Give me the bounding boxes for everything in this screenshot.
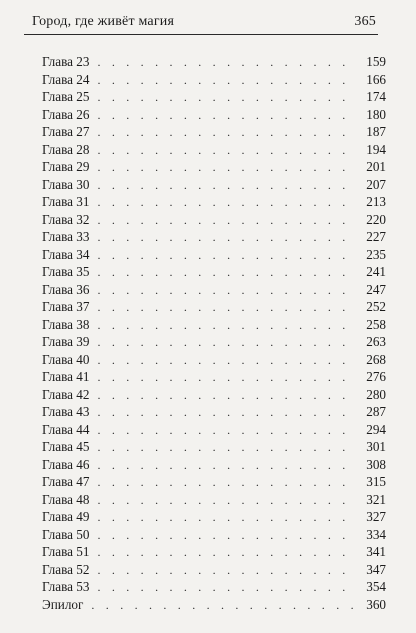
toc-entry-label: Глава 38 — [42, 316, 90, 332]
running-title: Город, где живёт магия — [32, 14, 175, 29]
dot-leader — [97, 439, 356, 457]
toc-entry-page: 194 — [366, 141, 386, 157]
dot-leader — [97, 334, 356, 352]
toc-entry — [42, 71, 386, 89]
toc-entry-label: Глава 46 — [42, 456, 90, 472]
dot-leader — [97, 509, 356, 527]
toc-entry — [42, 53, 386, 71]
dot-leader — [97, 562, 356, 580]
toc-entry-label: Глава 25 — [42, 89, 90, 104]
toc-entry — [42, 211, 386, 229]
toc-entry-label: Глава 27 — [42, 124, 90, 139]
dot-leader — [97, 492, 356, 510]
toc-entry — [42, 438, 386, 456]
toc-entry-label: Глава 31 — [42, 194, 90, 209]
dot-leader — [97, 544, 356, 562]
toc-entry — [42, 596, 386, 614]
toc-entry-page: 280 — [366, 386, 386, 402]
toc-entry-label: Глава 48 — [42, 491, 90, 507]
toc-entry-label: Глава 52 — [42, 561, 90, 577]
dot-leader — [97, 142, 356, 160]
dot-leader — [97, 72, 356, 90]
toc-entry-page: 220 — [366, 211, 386, 227]
toc-entry-page: 327 — [366, 509, 386, 524]
toc-entry-page: 166 — [366, 71, 386, 87]
toc-entry-label: Глава 23 — [42, 54, 90, 69]
dot-leader — [97, 89, 356, 107]
toc-entry-page: 321 — [366, 491, 386, 507]
dot-leader — [97, 159, 356, 177]
toc-entry-label: Эпилог — [42, 596, 84, 612]
toc-entry — [42, 246, 386, 264]
toc-entry — [42, 473, 386, 491]
toc-entry — [42, 351, 386, 369]
toc-entry — [42, 403, 386, 421]
dot-leader — [97, 212, 356, 230]
dot-leader — [97, 264, 356, 282]
dot-leader — [97, 387, 356, 405]
toc-entry-label: Глава 50 — [42, 526, 90, 542]
toc-entry-page: 268 — [366, 351, 386, 367]
toc-entry-page: 187 — [366, 124, 386, 139]
toc-entry — [42, 491, 386, 509]
toc-entry-label: Глава 28 — [42, 141, 90, 157]
dot-leader — [97, 404, 356, 422]
toc-entry-label: Глава 43 — [42, 404, 90, 419]
toc-entry-label: Глава 32 — [42, 211, 90, 227]
toc-entry — [42, 193, 386, 211]
toc-entry — [42, 123, 386, 141]
toc-entry-page: 258 — [366, 316, 386, 332]
dot-leader — [97, 352, 356, 370]
toc-entry-label: Глава 51 — [42, 544, 90, 559]
toc-entry-label: Глава 49 — [42, 509, 90, 524]
toc-entry-label: Глава 42 — [42, 386, 90, 402]
toc-entry-page: 241 — [366, 264, 386, 279]
dot-leader — [97, 282, 356, 300]
toc-entry-label: Глава 53 — [42, 579, 90, 594]
toc-entry — [42, 543, 386, 561]
toc-entry-page: 252 — [366, 299, 386, 314]
toc-entry-label: Глава 40 — [42, 351, 90, 367]
dot-leader — [97, 229, 356, 247]
toc-entry — [42, 298, 386, 316]
dot-leader — [97, 177, 356, 195]
dot-leader — [97, 474, 356, 492]
running-header — [24, 12, 378, 35]
toc-entry — [42, 368, 386, 386]
toc-entry-label: Глава 37 — [42, 299, 90, 314]
toc-entry-page: 341 — [366, 544, 386, 559]
toc-entry-label: Глава 41 — [42, 369, 90, 384]
toc-entry — [42, 106, 386, 124]
toc-entry-label: Глава 33 — [42, 229, 90, 244]
dot-leader — [97, 124, 356, 142]
dot-leader — [97, 54, 356, 72]
toc-entry-page: 334 — [366, 526, 386, 542]
toc-entry-page: 263 — [366, 334, 386, 349]
dot-leader — [97, 247, 356, 265]
toc-entry-label: Глава 34 — [42, 246, 90, 262]
toc-entry-page: 180 — [366, 106, 386, 122]
dot-leader — [97, 422, 356, 440]
toc-entry — [42, 316, 386, 334]
dot-leader — [91, 597, 356, 615]
dot-leader — [97, 527, 356, 545]
toc-entry — [42, 281, 386, 299]
toc-entry-label: Глава 35 — [42, 264, 90, 279]
toc-entry — [42, 158, 386, 176]
toc-entry-label: Глава 24 — [42, 71, 90, 87]
toc-entry-page: 159 — [366, 54, 386, 69]
toc-entry — [42, 508, 386, 526]
toc-entry-page: 207 — [366, 176, 386, 192]
toc-entry-label: Глава 39 — [42, 334, 90, 349]
toc-entry-page: 360 — [366, 596, 386, 612]
dot-leader — [97, 317, 356, 335]
toc-entry-label: Глава 26 — [42, 106, 90, 122]
toc-entry-label: Глава 29 — [42, 159, 90, 174]
toc-entry-label: Глава 36 — [42, 281, 90, 297]
toc-entry-page: 227 — [366, 229, 386, 244]
toc-entry-page: 294 — [366, 421, 386, 437]
dot-leader — [97, 457, 356, 475]
toc-entry — [42, 386, 386, 404]
toc-entry — [42, 456, 386, 474]
toc-entry-page: 308 — [366, 456, 386, 472]
toc-entry-page: 287 — [366, 404, 386, 419]
page-number: 365 — [354, 14, 376, 29]
toc-entry-page: 213 — [366, 194, 386, 209]
toc-entry-page: 347 — [366, 561, 386, 577]
toc-entry-page: 174 — [366, 89, 386, 104]
toc-entry-label: Глава 47 — [42, 474, 90, 489]
table-of-contents — [42, 53, 386, 613]
toc-entry-page: 276 — [366, 369, 386, 384]
toc-entry — [42, 141, 386, 159]
toc-entry — [42, 421, 386, 439]
toc-entry-label: Глава 44 — [42, 421, 90, 437]
toc-entry — [42, 176, 386, 194]
toc-entry — [42, 88, 386, 106]
dot-leader — [97, 107, 356, 125]
toc-entry-label: Глава 30 — [42, 176, 90, 192]
toc-entry-page: 247 — [366, 281, 386, 297]
toc-entry — [42, 263, 386, 281]
toc-entry-page: 301 — [366, 439, 386, 454]
dot-leader — [97, 194, 356, 212]
dot-leader — [97, 299, 356, 317]
toc-entry — [42, 333, 386, 351]
toc-entry — [42, 578, 386, 596]
toc-entry — [42, 526, 386, 544]
dot-leader — [97, 369, 356, 387]
dot-leader — [97, 579, 356, 597]
toc-entry-label: Глава 45 — [42, 439, 90, 454]
toc-entry — [42, 228, 386, 246]
toc-entry-page: 201 — [366, 159, 386, 174]
toc-entry-page: 315 — [366, 474, 386, 489]
toc-entry-page: 354 — [366, 579, 386, 594]
toc-entry-page: 235 — [366, 246, 386, 262]
toc-entry — [42, 561, 386, 579]
